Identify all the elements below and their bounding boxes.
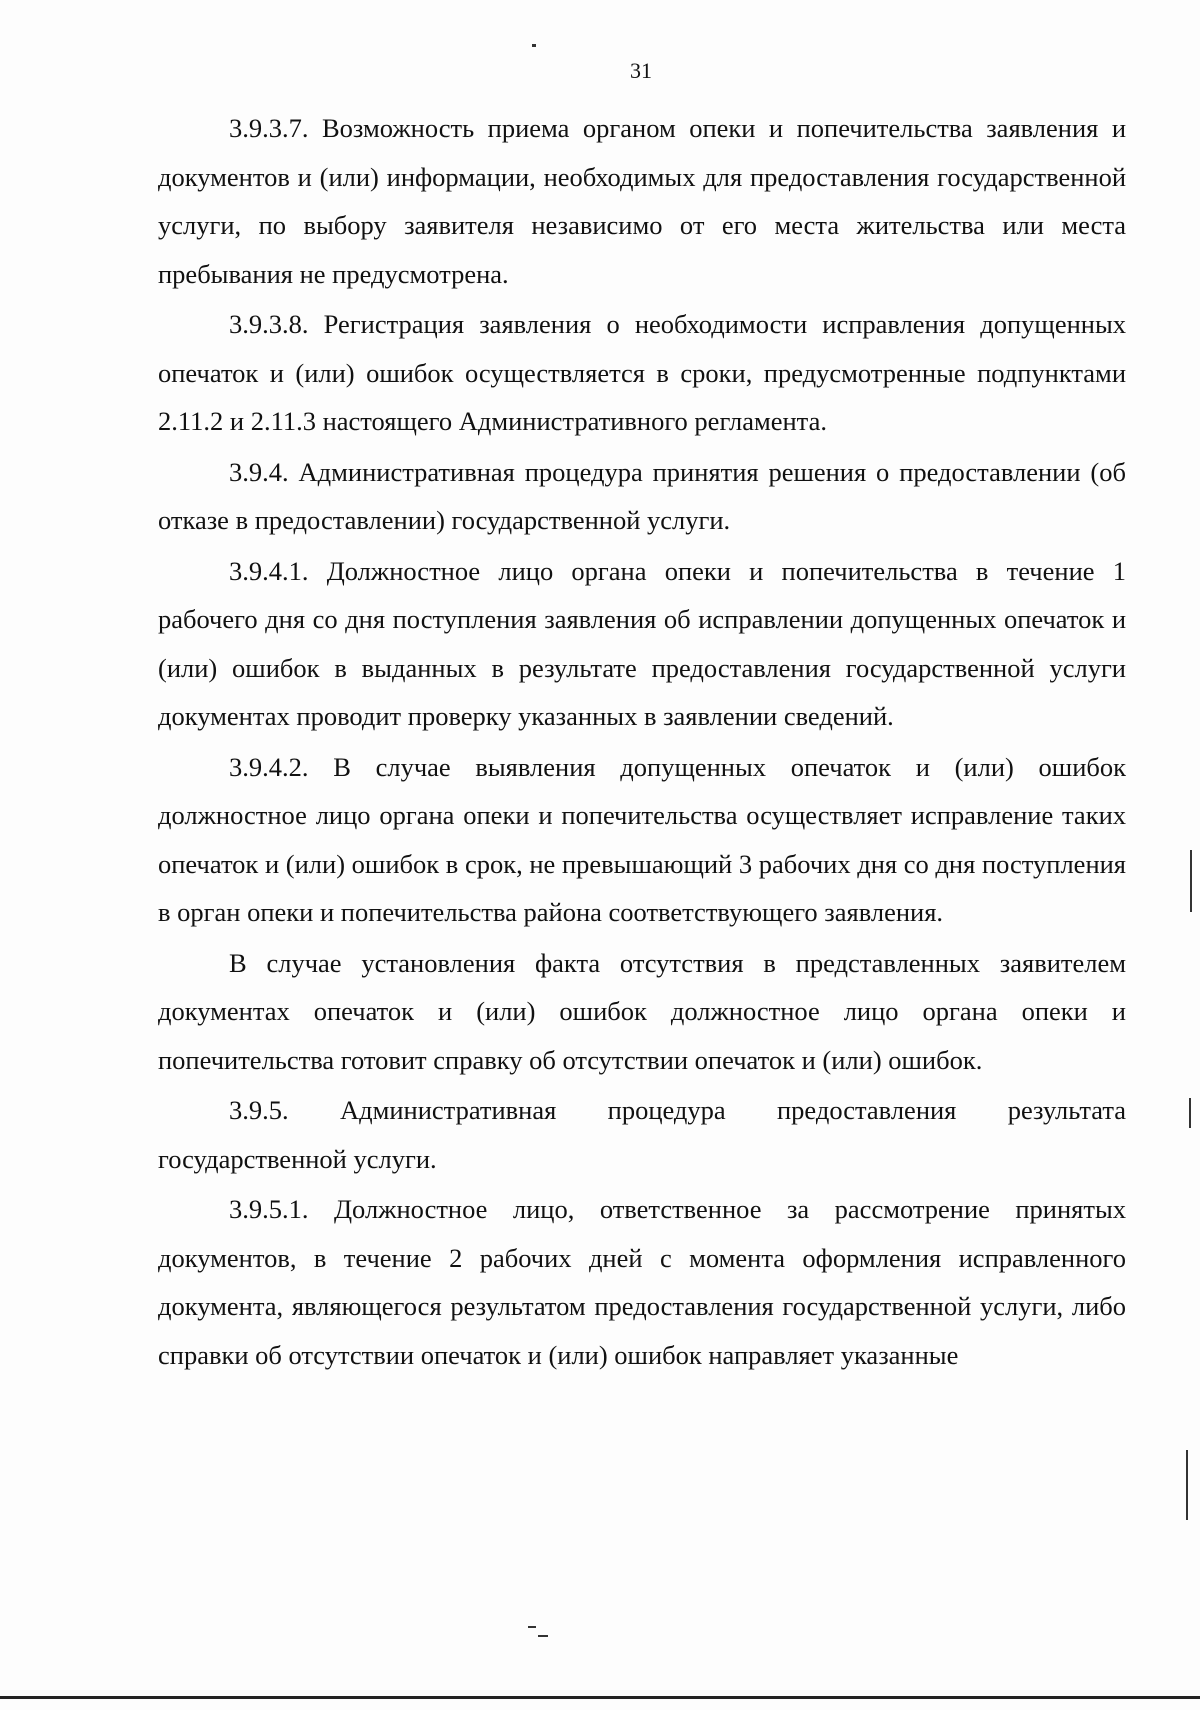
paragraph-3-9-3-8: 3.9.3.8. Регистрация заявления о необходимости исправления допущенных опечаток и (или) ошибок осуществляется в сроки, предусмотренные подпунктами 2.11.2 и 2.11.3 настоящего Административного регламента. — [158, 309, 1126, 436]
scan-margin-mark — [1190, 850, 1192, 912]
scan-dust-mark — [538, 1635, 548, 1637]
document-body — [158, 104, 1126, 1381]
scan-margin-mark — [1189, 1098, 1191, 1128]
paragraph-3-9-3-7: 3.9.3.7. Возможность приема органом опеки и попечительства заявления и документов и (или) информации, необходимых для предоставления государственной услуги, по выбору заявителя независимо от его места жительства или места пребывания не предусмотрена. — [158, 113, 1126, 289]
scan-dust-mark — [528, 1626, 536, 1628]
scan-dust-mark — [532, 44, 536, 47]
paragraph-no-errors-certificate: В случае установления факта отсутствия в представленных заявителем документах опечаток и (или) ошибок должностное лицо органа опеки и попечительства готовит справку об отсутствии опечаток и (или) ошибок. — [158, 947, 1126, 1075]
page-bottom-edge — [0, 1696, 1200, 1699]
paragraph-3-9-4: 3.9.4. Административная процедура принятия решения о предоставлении (об отказе в предоставлении) государственной услуги. — [158, 456, 1126, 535]
paragraph-3-9-5: 3.9.5. Административная процедура предоставления результата государственной услуги. — [158, 1095, 1126, 1174]
paragraph-3-9-4-1: 3.9.4.1. Должностное лицо органа опеки и попечительства в течение 1 рабочего дня со дня поступления заявления об исправлении допущенных опечаток и (или) ошибок в выданных в результате предоставления государственной услуги документах проводит проверку указанных в заявлении сведений. — [158, 555, 1126, 731]
page-number: 31 — [630, 58, 652, 83]
paragraph-3-9-4-2: 3.9.4.2. В случае выявления допущенных опечаток и (или) ошибок должностное лицо органа опеки и попечительства осуществляет исправление таких опечаток и (или) ошибок в срок, не превышающий 3 рабочих дня со дня поступления в орган опеки и попечительства района соответствующего заявления. — [158, 751, 1126, 927]
scan-margin-mark — [1186, 1450, 1188, 1520]
paragraph-3-9-5-1: 3.9.5.1. Должностное лицо, ответственное за рассмотрение принятых документов, в течение 2 рабочих дней с момента оформления исправленного документа, являющегося результатом предоставления государственной услуги, либо справки об отсутствии опечаток и (или) ошибок направляет указанные — [158, 1194, 1126, 1370]
